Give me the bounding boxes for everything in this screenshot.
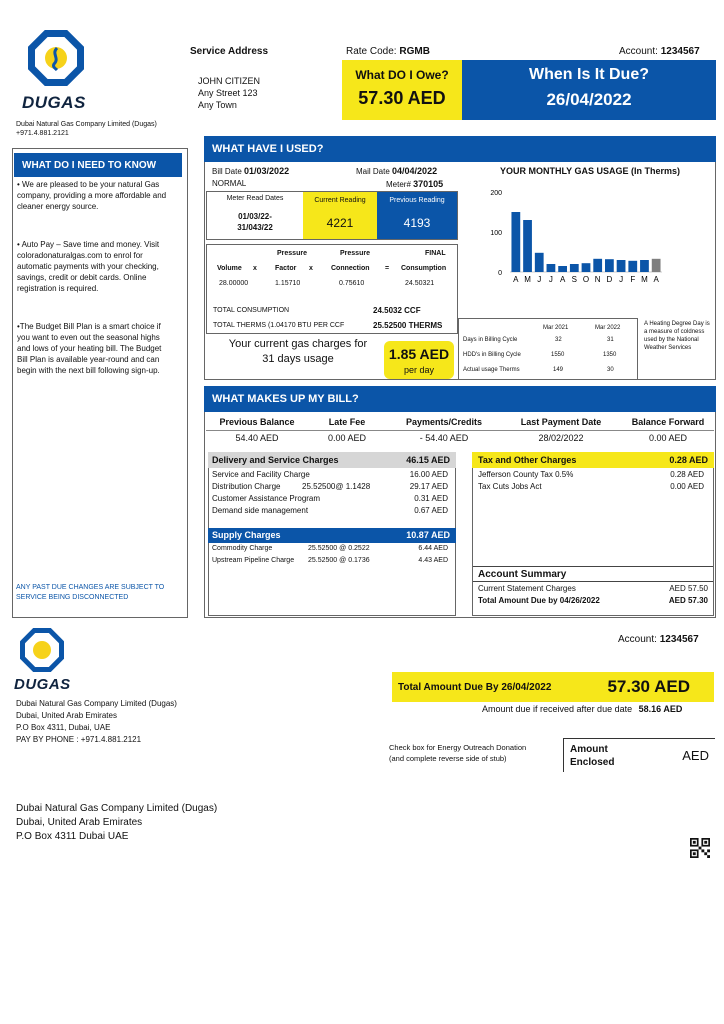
degree-row-label: Actual usage Therms [463,367,520,373]
calc-header: Connection [331,265,370,272]
stub-company-line: Dubai, United Arab Emirates [16,711,117,720]
stub-account-number: 1234567 [659,634,699,645]
x-tick-label: J [619,275,624,284]
charge-amount: 0.00 AED [670,482,704,491]
calc-header: Volume [217,265,242,272]
customer-name: JOHN CITIZEN [198,76,260,86]
charge-label: Demand side management [212,506,309,515]
sidebar [12,148,188,618]
meter-read-dates: 01/03/22- 31/043/22 [237,212,273,232]
x-tick-label: D [606,275,613,284]
service-address-label: Service Address [190,46,269,57]
delivery-header [208,452,456,468]
meter-reading-box [206,191,458,240]
x-tick-label: J [537,275,542,284]
y-tick-label: 200 [490,190,502,197]
total-therms: 25.52500 THERMS [373,321,443,330]
stub-account-label: Account: [618,634,657,645]
degree-cell: 32 [555,337,562,343]
degree-cell: 30 [607,367,614,373]
logo-text: DUGAS [22,93,86,112]
x-tick-label: J [548,275,553,284]
x-tick-label: M [641,275,648,284]
usage-bar [547,264,556,272]
sidebar-title: WHAT DO I NEED TO KNOW [14,153,182,177]
sidebar-bullet: • Auto Pay – Save time and money. Visit coloradonaturalgas.com to enrol for automatic payments with your checking, savings, credit or debit cards. Online registration is required. [17,240,160,293]
usage-chart [470,180,670,288]
charge-label: Jefferson County Tax 0.5% [478,470,574,479]
x-tick-label: M [524,275,531,284]
x-tick-label: S [571,275,577,284]
usage-bar [511,212,520,272]
account-summary-title: Account Summary [478,569,567,580]
charge-amount: 6.44 AED [418,545,448,552]
previous-reading-label: Previous Reading [389,197,445,204]
calc-header: Consumption [401,265,447,272]
usage-bar [523,220,532,272]
tax-title: Tax and Other Charges [478,455,577,465]
supply-title: Supply Charges [212,530,281,540]
charge-amount: 0.67 AED [414,506,448,515]
charge-line-item [212,482,452,494]
degree-cell: 1550 [551,352,565,358]
charge-line-item [212,470,452,482]
y-tick-label: 100 [490,230,502,237]
calc-header: Factor [275,265,297,272]
meter-status: NORMAL [212,179,247,188]
summary-value: 0.00 AED [648,433,688,443]
charge-line-item [478,470,708,482]
mailing-line: P.O Box 4311 Dubai UAE [16,831,129,842]
charge-rate: 25.52500 @ 0.1736 [308,557,370,564]
charge-rate: 25.52500 @ 0.2522 [308,545,370,552]
customer-town: Any Town [198,100,237,110]
amount-owed-box [342,60,462,120]
due-date: 26/04/2022 [546,90,632,109]
total-consumption: 24.5032 CCF [373,306,421,315]
charge-amount: 0.28 AED [670,470,704,479]
calc-header: = [385,265,390,272]
summary-value: 28/02/2022 [538,433,584,443]
bill-title: WHAT MAKES UP MY BILL? [204,386,716,412]
summary-value: 0.00 AED [327,433,367,443]
summary-header: Previous Balance [219,417,295,427]
chart-title: YOUR MONTHLY GAS USAGE (In Therms) [500,166,681,176]
company-name: Dubai Natural Gas Company Limited (Dugas) [16,121,157,128]
current-statement: AED 57.50 [669,584,708,593]
account-number: 1234567 [660,46,700,57]
x-tick-label: F [630,275,636,284]
mail-date: 04/04/2022 [392,166,438,176]
charge-line-item [212,506,452,518]
company-logo [22,30,92,120]
charge-label: Commodity Charge [212,545,273,552]
amount-enclosed-field[interactable] [563,738,715,772]
per-day-amount: 1.85 AED [388,346,450,362]
calc-header-top: Pressure [277,250,307,257]
stub-company-block [16,698,177,746]
delivery-title: Delivery and Service Charges [212,455,339,465]
tax-header [472,452,714,468]
charge-amount: 29.17 AED [409,482,448,491]
charge-label: Customer Assistance Program [212,494,321,503]
sidebar-bullet: • We are pleased to be your natural Gas company, providing a more affordable and cleaner energy source. [17,180,167,211]
charge-line-item [478,482,708,494]
stub-company-line: Dubai Natural Gas Company Limited (Dugas) [16,699,177,708]
stub-company-line: PAY BY PHONE : +971.4.881.2121 [16,735,142,744]
degree-header: Mar 2021 [543,325,569,331]
after-due-amount: 58.16 AED [638,704,683,714]
calc-header: x [309,265,313,272]
x-tick-label: A [653,275,659,284]
x-tick-label: A [513,275,519,284]
stub-company-line: P.O Box 4311, Dubai, UAE [16,723,111,732]
degree-cell: 149 [553,367,564,373]
usage-bar [582,263,591,272]
degree-header: Mar 2022 [595,325,621,331]
stub-logo-text: DUGAS [14,676,71,693]
charge-amount: 16.00 AED [409,470,448,479]
current-statement-label: Current Statement Charges [478,584,576,593]
customer-street: Any Street 123 [198,88,258,98]
mailing-line: Dubai Natural Gas Company Limited (Dugas) [16,803,218,814]
degree-day-table [458,318,638,380]
charge-label: Service and Facility Charge [212,470,310,479]
outreach-line: (and complete reverse side of stub) [389,754,507,763]
calc-header-top: Pressure [340,250,370,257]
usage-bar [593,259,602,272]
calc-value: 0.75610 [339,280,365,287]
summary-header: Balance Forward [631,417,705,427]
summary-header: Late Fee [328,417,366,427]
amount-enclosed-currency: AED [682,748,709,763]
mailing-line: Dubai, United Arab Emirates [16,817,143,828]
charge-amount: 4.43 AED [418,557,448,564]
due-date-box [462,60,716,120]
charge-label: Distribution Charge [212,482,281,491]
degree-cell: 31 [607,337,614,343]
qr-code-icon [690,838,710,858]
after-due-label: Amount due if received after due date [482,704,633,714]
delivery-total: 46.15 AED [406,455,450,465]
outreach-line: Check box for Energy Outreach Donation [389,743,527,752]
per-day-label: per day [403,365,435,375]
usage-bar [640,260,649,272]
charge-label: Tax Cuts Jobs Act [478,482,542,491]
usage-bar [628,261,637,272]
charge-amount: 0.31 AED [414,494,448,503]
mailing-address [16,802,217,844]
owe-amount: 57.30 AED [358,88,446,108]
outreach-text [389,742,526,764]
degree-row-label: Days in Billing Cycle [463,337,518,343]
total-due: AED 57.30 [668,596,708,605]
calc-value: 24.50321 [405,280,435,287]
summary-header: Last Payment Date [520,417,602,427]
degree-cell: 1350 [603,352,617,358]
sidebar-bullet: •The Budget Bill Plan is a smart choice if you want to even out the seasonal highs and lows of your heating bill. The Budget Bill Plan is available year-round and can begin with the next bill following sign-up. [17,322,162,375]
calc-value: 1.15710 [275,280,301,287]
x-tick-label: A [559,275,566,284]
summary-value: 54.40 AED [235,433,279,443]
total-consumption-label: TOTAL CONSUMPTION [213,307,290,314]
meter-label: Meter# [386,180,411,189]
due-label: When Is It Due? [529,66,649,83]
bill-date-label: Bill Date [212,167,242,176]
mail-date-label: Mail Date [356,167,390,176]
usage-bar [558,266,567,272]
supply-header [208,528,456,543]
total-therms-label: TOTAL THERMS (1.04170 BTU PER CCF [213,322,345,329]
calc-header-top: FINAL [425,250,446,257]
rate-code-label: Rate Code: [346,46,397,57]
per-day-box [384,341,454,379]
rate-code: RGMB [399,46,430,57]
summary-header: Payments/Credits [405,417,483,427]
usage-bar [617,260,626,272]
summary-value: - 54.40 AED [419,433,469,443]
y-tick-label: 0 [498,270,502,277]
bill-date: 01/03/2022 [244,166,290,176]
total-due-label: Total Amount Due by 04/26/2022 [478,596,600,605]
tax-total: 0.28 AED [669,455,708,465]
stub-total-box [392,672,714,702]
calc-header: x [253,265,257,272]
current-reading-label: Current Reading [314,197,366,204]
stub-logo [14,628,84,698]
degree-day-note: A Heating Degree Day is a measure of coldness used by the National Weather Services [644,321,710,351]
stub-total-label: Total Amount Due By 26/04/2022 [398,682,552,693]
charge-line-item [212,557,452,569]
calc-value: 28.00000 [219,280,249,287]
owe-label: What DO I Owe? [355,68,449,82]
amount-enclosed-label: Amount Enclosed [570,744,615,768]
current-reading: 4221 [326,216,354,230]
previous-reading: 4193 [403,216,431,230]
meter-number: 370105 [413,179,444,189]
usage-bar [605,259,614,272]
meter-read-dates-label: Meter Read Dates [226,195,284,202]
degree-row-label: HDD's in Billing Cycle [463,352,521,358]
charge-label: Upstream Pipeline Charge [212,557,295,564]
usage-bar [570,264,579,272]
usage-bar [652,259,661,272]
supply-total: 10.87 AED [406,530,450,540]
charge-line-item [212,494,452,506]
x-tick-label: O [582,275,590,284]
usage-title: WHAT HAVE I USED? [204,136,716,162]
usage-bar [535,253,544,272]
stub-total-amount: 57.30 AED [607,677,690,696]
consumption-calc-box [206,244,458,334]
charge-line-item [212,545,452,557]
charge-rate: 25.52500@ 1.1428 [302,482,371,491]
x-tick-label: N [594,275,601,284]
current-charges-text: Your current gas charges for 31 days usage [228,338,368,365]
company-phone: +971.4.881.2121 [16,130,69,137]
disconnect-warning: ANY PAST DUE CHANGES ARE SUBJECT TO SERVICE BEING DISCONNECTED [16,584,165,601]
account-label: Account: [619,46,658,57]
